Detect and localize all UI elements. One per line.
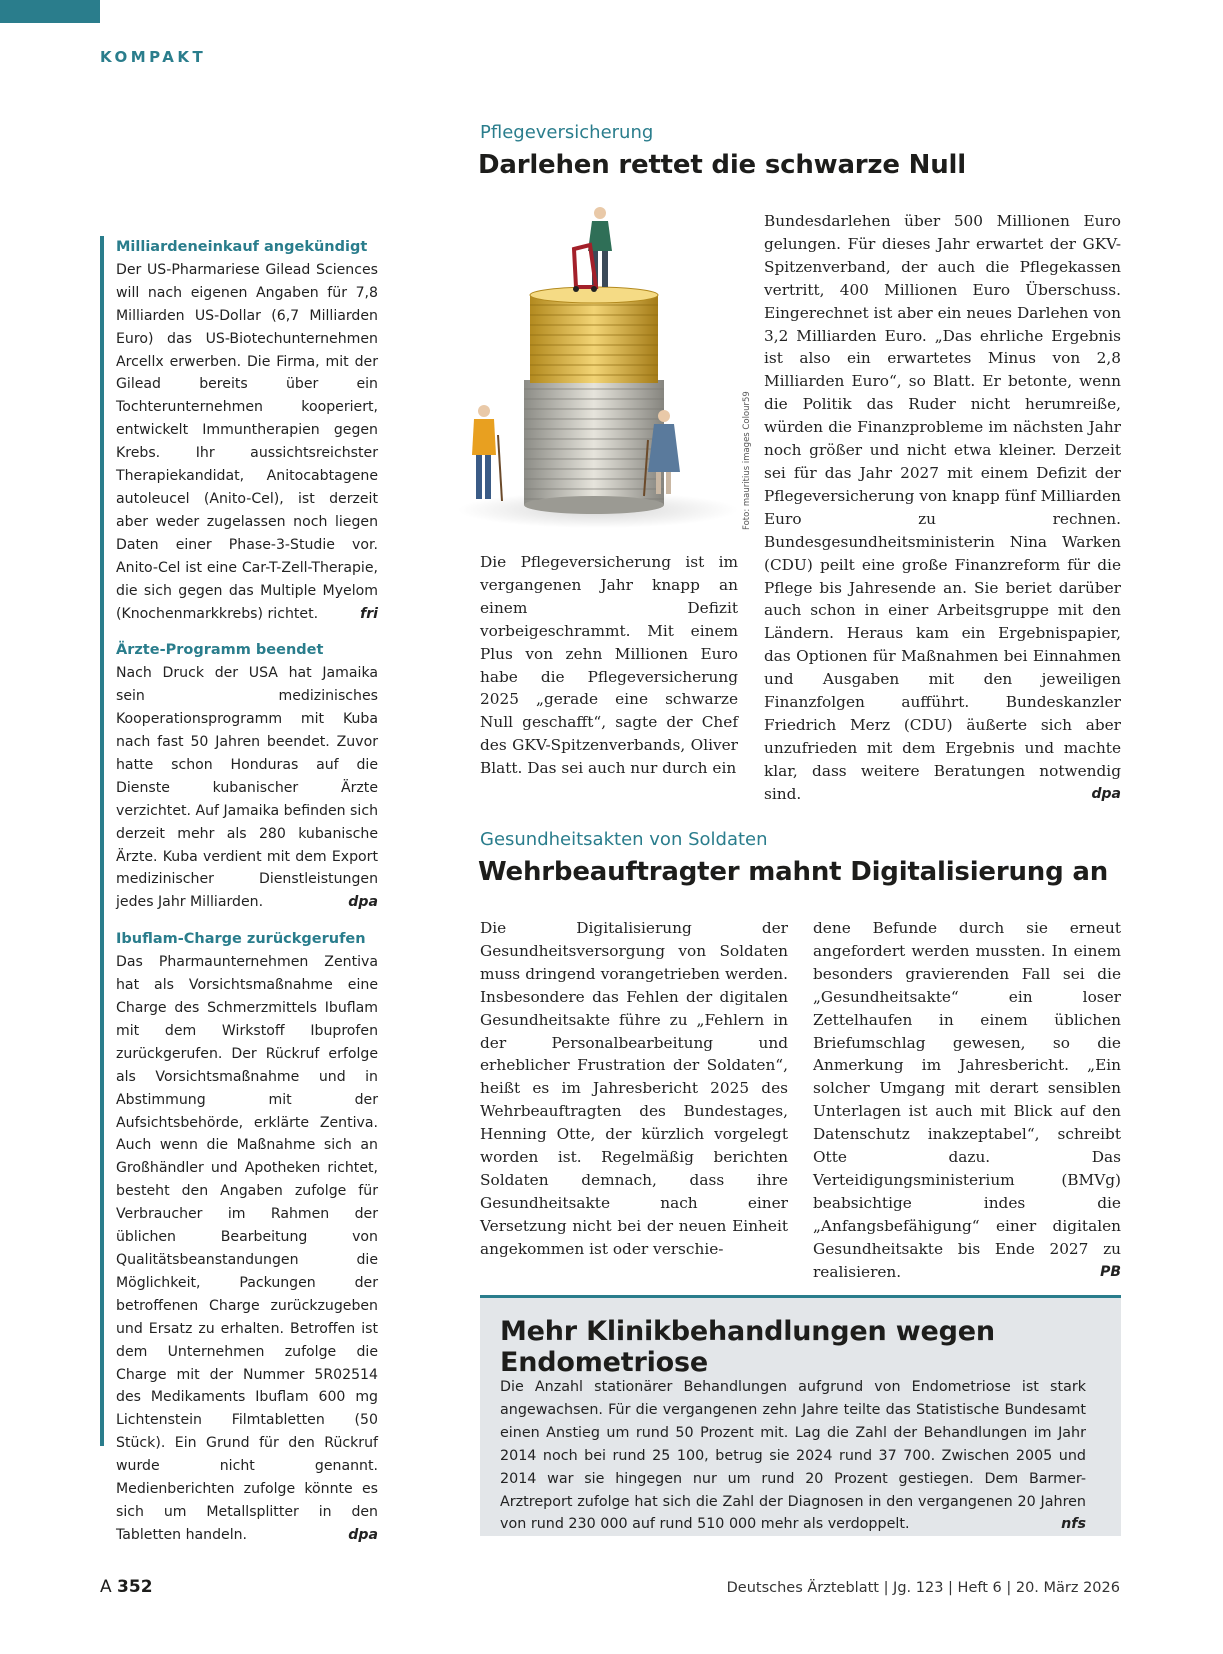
infobox [480,1295,1121,1536]
infobox-headline: Mehr Klinikbehandlungen wegen Endometriose [500,1316,995,1378]
infobox-text: Die Anzahl stationärer Behandlungen aufgrund von Endometriose ist stark angewachsen. Für die vergangenen zehn Jahre teilte das Statistische Bundesamt einen Anstieg um rund 50 Prozent mit. Lag die Zahl der Behandlungen im Jahr 2014 noch bei rund 25 100, betrug sie 2024 rund 37 700. Zwischen 2005 und 2014 war sie hingegen nur um rund 20 Prozent gestiegen. Dem Barmer-Arztreport zufolge hat sich die Zahl der Diagnosen in den vergangenen 20 Jahren von rund 230 000 auf rund 510 000 mehr als verdoppelt. nfs [500,1376,1086,1536]
author-signature: dpa [348,894,378,911]
author-signature: fri [360,605,378,622]
article-kicker: Pflegeversicherung [480,122,654,143]
sidebar-item [116,236,378,625]
top-accent-bar [0,0,100,23]
article-column: Bundesdarlehen über 500 Millionen Euro gelungen. Für dieses Jahr erwartet der GKV-Spitzenverband, der auch die Pflegekassen vertritt, 400 Millionen Euro Überschuss. Eingerechnet ist aber ein neues Darlehen von 3,2 Milliarden Euro. „Das ehrliche Ergebnis ist also ein erwartetes Minus von 2,8 Milliarden Euro“, so Blatt. Er betonte, wenn die Politik das Ruder nicht herumreiße, würden die Finanzprobleme im nächsten Jahr noch größer und nicht etwa kleiner. Derzeit sei für das Jahr 2027 mit einem Defizit der Pflegeversicherung von knapp fünf Milliarden Euro zu rechnen. Bundesgesundheitsministerin Nina Warken (CDU) peilt eine große Finanzreform für die Pflege bis Jahresende an. Sie beriet darüber auch schon in einer Arbeitsgruppe mit den Ländern. Heraus kam ein Ergebnispapier, das Optionen für Maßnahmen bei Einnahmen und Ausgaben mit den jeweiligen Finanzfolgen aufführt. Bundeskanzler Friedrich Merz (CDU) äußerte sich aber unzufrieden mit dem Ergebnis und machte klar, dass weitere Beratungen notwendig sind. dpa [764,210,1121,770]
sidebar-item [116,928,378,1546]
coin-stack-illustration [458,205,740,530]
section-label: KOMPAKT [100,48,207,66]
article-column: Die Pflegeversicherung ist im vergangenen Jahr knapp an einem Defizit vorbeigeschrammt. Mit einem Plus von zehn Millionen Euro habe die Pflegeversicherung 2025 „gerade eine schwarze Null geschafft“, sagte der Chef des GKV-Spitzenverbands, Oliver Blatt. Das sei auch nur durch ein [480,553,738,778]
author-signature: dpa [348,1526,378,1543]
author-signature: nfs [1061,1516,1086,1533]
sidebar-item-text: Der US-Pharmariese Gilead Sciences will nach eigenen Angaben für 7,8 Milliarden US-Dollar (6,7 Milliarden Euro) das US-Biotechunternehmen Arcellx erwerben. Die Firma, mit der Gilead bereits über ein Tochterunternehmen kooperiert, entwickelt Immuntherapien gegen Krebs. Ihr aussichtsreichster Therapiekandidat, Anitocabtagene autoleucel (Anito-Cel), ist derzeit aber weder zugelassen noch liegen Daten einer Phase-3-Studie vor. Anito-Cel ist eine Car-T-Zell-Therapie, die sich gegen das Multiple Myelom (Knochenmarkkrebs) richtet. fri [116,259,378,626]
article-column: dene Befunde durch sie erneut angefordert werden mussten. In einem besonders gravierenden Fall sei die „Gesundheitsakte“ ein loser Zettelhaufen in einem üblichen Briefumschlag gewesen, so die Anmerkung im Jahresbericht. „Ein solcher Umgang mit derart sensiblen Unterlagen ist auch mit Blick auf den Datenschutz inakzeptabel“, schreibt Otte dazu. Das Verteidigungsministerium (BMVg) beabsichtige indes die „Anfangsbefähigung“ einer digitalen Gesundheitsakte bis Ende 2027 zu realisieren. PB [813,917,1121,1237]
article-headline: Wehrbeauftragter mahnt Digitalisierung an [478,857,1109,887]
page-number: A 352 [100,1577,153,1597]
sidebar-item [116,639,378,914]
sidebar-item-title: Ärzte-Programm beendet [116,642,324,659]
sidebar-item-title: Milliardeneinkauf angekündigt [116,239,368,255]
author-signature: dpa [1091,785,1121,802]
photo-credit: Foto: mauritius images Colour59 [742,391,752,530]
article-headline: Darlehen rettet die schwarze Null [478,150,966,180]
coin-stack-image [458,205,740,530]
article-kicker: Gesundheitsakten von Soldaten [480,829,768,850]
sidebar-item-text: Nach Druck der USA hat Jamaika sein medizinisches Kooperationsprogramm mit Kuba nach fast 50 Jahren beendet. Zuvor hatte schon Honduras auf die Dienste kubanischer Ärzte verzichtet. Auf Jamaika befinden sich derzeit mehr als 280 kubanische Ärzte. Kuba verdient mit dem Export medizinischer Dienstleistungen jedes Jahr Milliarden. dpa [116,662,378,914]
publication-info: Deutsches Ärzteblatt | Jg. 123 | Heft 6 | 20. März 2026 [726,1580,1120,1596]
article-column: Die Digitalisierung der Gesundheitsversorgung von Soldaten muss dringend vorangetrieben werden. Insbesondere das Fehlen der digitalen Gesundheitsakte führe zu „Fehlern in der Personalbearbeitung und erheblicher Frustration der Soldaten“, heißt es im Jahresbericht 2025 des Wehrbeauftragten des Bundestages, Henning Otte, der kürzlich vorgelegt worden ist. Regelmäßig berichten Soldaten demnach, dass ihre Gesundheitsakte nach einer Versetzung nicht bei der neuen Einheit angekommen ist oder verschie- [480,919,788,1258]
sidebar-item-title: Ibuflam-Charge zurückgerufen [116,931,366,948]
author-signature: PB [1100,1263,1121,1280]
sidebar-item-text: Das Pharmaunternehmen Zentiva hat als Vorsichtsmaßnahme eine Charge des Schmerzmittels Ibuflam mit dem Wirkstoff Ibuprofen zurückgerufen. Der Rückruf erfolge als Vorsichtsmaßnahme und in Abstimmung mit der Aufsichtsbehörde, erklärte Zentiva. Auch wenn die Maßnahme sich an Großhändler und Apotheken richtet, besteht den Angaben zufolge für Verbraucher im Rahmen der üblichen Bearbeitung von Qualitätsbeanstandungen die Möglichkeit, Packungen der betroffenen Charge zurückzugeben und Ersatz zu erhalten. Betroffen ist dem Unternehmen zufolge die Charge mit der Nummer 5R02514 des Medikaments Ibuflam 600 mg Lichtenstein Filmtabletten (50 Stück). Ein Grund für den Rückruf wurde nicht genannt. Medienberichten zufolge könnte es sich um Metallsplitter in den Tabletten handeln. dpa [116,951,378,1547]
sidebar-news [100,236,379,1543]
